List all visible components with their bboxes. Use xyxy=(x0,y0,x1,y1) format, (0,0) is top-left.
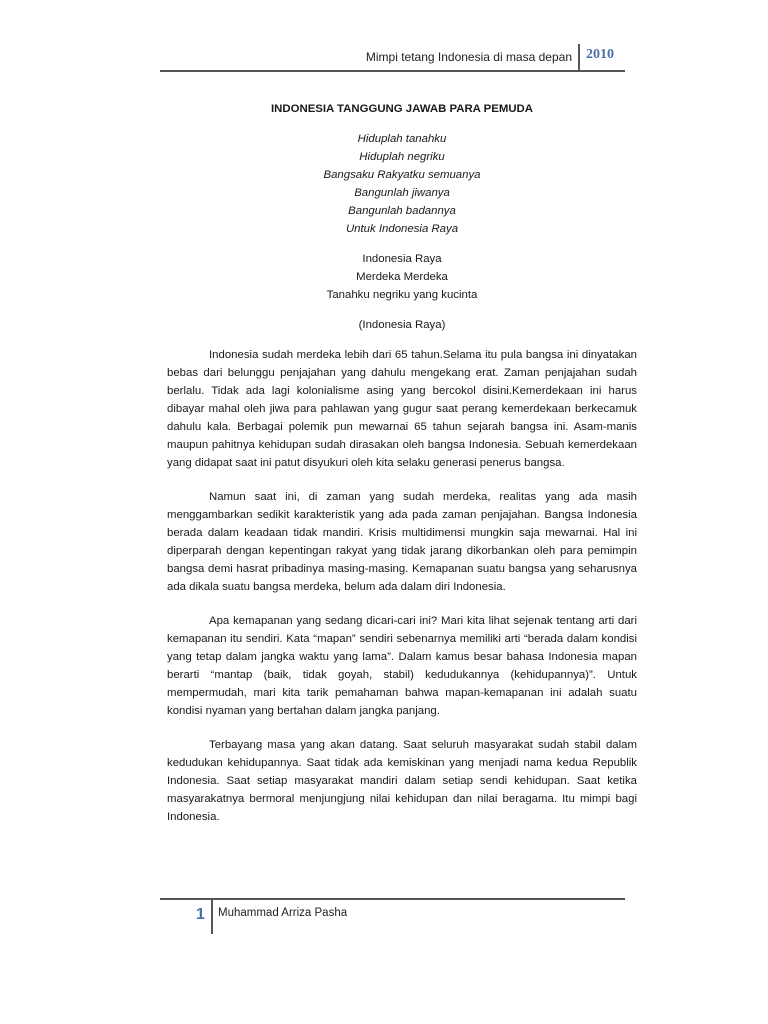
paragraph: Apa kemapanan yang sedang dicari-cari ini? Mari kita lihat sejenak tentang arti dari kemapanan itu sendiri. Kata “mapan” sendiri sebenarnya memiliki arti “berada dalam kondisi yang tetap dalam jangka waktu yang lama”. Dalam kamus besar bahasa Indonesia mapan berarti “mantap (baik, tidak goyah, stabil) kedudukannya (kehidupannya)”. Untuk mempermudah, mari kita tarik pemahaman bahwa mapan-kemapanan ini adalah suatu kondisi nyaman yang bertahan dalam jangka panjang. xyxy=(167,615,637,717)
verse-line: Untuk Indonesia Raya xyxy=(345,223,459,235)
header-divider xyxy=(578,44,580,72)
verse-line: Tanahku negriku yang kucinta xyxy=(326,289,478,301)
header-rule xyxy=(160,70,625,72)
refrain: (Indonesia Raya) xyxy=(358,319,446,331)
document-body xyxy=(167,100,637,842)
paragraph: Namun saat ini, di zaman yang sudah merdeka, realitas yang ada masih menggambarkan sedikit karakteristik yang ada pada zaman penjajahan. Bangsa Indonesia berada dalam keadaan tidak mandiri. Krisis multidimensi mungkin saja mewarnai. Hal ini diperparah dengan kepentingan rakyat yang tidak jarang dikorbankan oleh para pemimpin bangsa demi hasrat pribadinya masing-masing. Kemapanan suatu bangsa yang seharusnya ada dikala suatu bangsa merdeka, belum ada dalam diri Indonesia. xyxy=(167,491,637,593)
verse-line: Indonesia Raya xyxy=(362,253,442,265)
verse-line: Merdeka Merdeka xyxy=(356,271,448,283)
page-number: 1 xyxy=(196,906,205,923)
header-year: 2010 xyxy=(586,47,614,62)
verse-line: Bangunlah badannya xyxy=(348,205,456,217)
verse-1 xyxy=(167,130,637,238)
verse-2 xyxy=(167,250,637,304)
footer-author: Muhammad Arriza Pasha xyxy=(218,907,348,919)
paragraph: Terbayang masa yang akan datang. Saat seluruh masyarakat sudah stabil dalam kedudukan kehidupannya. Saat tidak ada kemiskinan yang menjadi nama kedua Republik Indonesia. Saat setiap masyarakat mandiri dalam setiap sendi kehidupan. Saat ketika masyarakatnya bermoral menjungjung nilai kehidupan dan nilai beragama. Itu mimpi bagi Indonesia. xyxy=(167,739,637,823)
verse-line: Bangsaku Rakyatku semuanya xyxy=(323,169,481,181)
document-title: INDONESIA TANGGUNG JAWAB PARA PEMUDA xyxy=(271,103,533,115)
verse-line: Bangunlah jiwanya xyxy=(354,187,450,199)
header-title: Mimpi tetang Indonesia di masa depan xyxy=(365,50,572,64)
paragraph: Indonesia sudah merdeka lebih dari 65 tahun.Selama itu pula bangsa ini dinyatakan bebas dari belunggu penjajahan yang dahulu mengekang erat. Zaman penjajahan sudah berlalu. Tidak ada lagi kolonialisme asing yang bercokol disini.Kemerdekaan ini harus dibayar mahal oleh jiwa para pahlawan yang gugur saat perang kemerdekaan berkecamuk dahulu kala. Berbagai polemik pun mewarnai 65 tahun sejarah bangsa ini. Asam-manis maupun pahitnya kehidupan sudah dirasakan oleh bangsa Indonesia. Sebuah kemerdekaan yang didapat saat ini patut disyukuri oleh kita selaku generasi penerus bangsa. xyxy=(167,349,637,469)
page-footer xyxy=(160,898,625,938)
page-header xyxy=(160,40,625,72)
verse-line: Hiduplah tanahku xyxy=(357,133,447,145)
footer-divider xyxy=(211,900,213,934)
footer-rule xyxy=(160,898,625,900)
verse-line: Hiduplah negriku xyxy=(359,151,445,163)
